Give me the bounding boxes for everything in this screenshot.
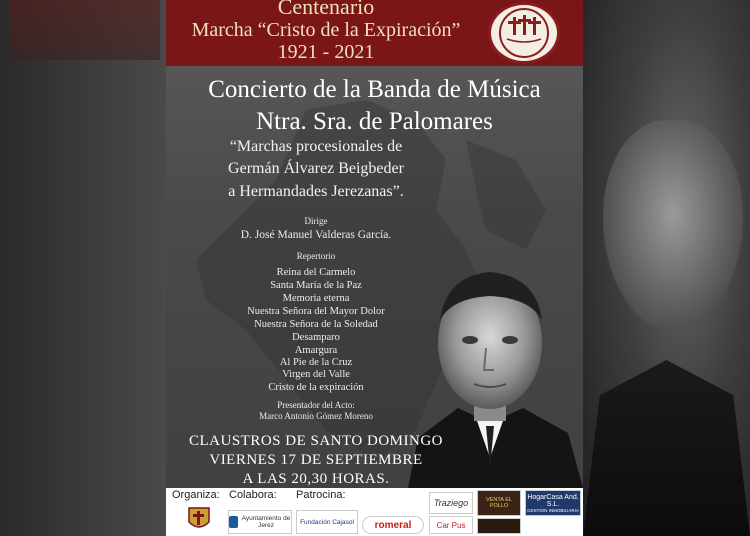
repertoire-item: Reina del Carmelo (276, 267, 356, 278)
director-label: Dirige (304, 216, 328, 226)
director-name: D. José Manuel Valderas García. (240, 229, 392, 241)
banner-line-2: Marcha “Cristo de la Expiración” (191, 19, 461, 41)
banner-line-1: Centenario (277, 0, 375, 19)
fundacion-cajasol-logo (296, 510, 358, 534)
romeral-logo (362, 516, 424, 534)
ayuntamiento-logo-text: Ayuntamiento de Jerez (241, 515, 291, 529)
romeral-logo-text: romeral (374, 519, 412, 531)
repertoire-item: Santa María de la Paz (270, 280, 362, 291)
poster-title-line-1: Concierto de la Banda de Música (208, 76, 541, 103)
traziego-logo (429, 492, 473, 514)
repertoire-item: Amargura (294, 345, 338, 356)
concert-poster (166, 0, 583, 536)
poster-title-line-2: Ntra. Sra. de Palomares (256, 108, 493, 135)
hogarcasa-logo-text: HogarCasa And. S.L. (527, 493, 579, 508)
brotherhood-seal-icon (488, 2, 560, 64)
repertoire-label: Repertorio (296, 251, 336, 261)
subtitle-line-1: “Marchas procesionales de (229, 138, 403, 155)
sponsor-dark-logo (477, 518, 521, 534)
presenter-name: Marco Antonio Gómez Moreno (259, 411, 373, 421)
background-banner-ghost (10, 0, 160, 60)
carpus-logo (429, 516, 473, 534)
repertoire-item: Desamparo (292, 332, 340, 343)
traziego-logo-text: Traziego (433, 498, 469, 508)
hogarcasa-logo-subtext: GESTION INMOBILIARIA (527, 507, 579, 513)
ayuntamiento-logo (228, 510, 292, 534)
carpus-logo-text: Car Pus (436, 520, 466, 530)
background-face-blur (603, 120, 743, 330)
sponsors-strip (166, 488, 583, 536)
venue-line-3: A LAS 20,30 HORAS. (242, 471, 390, 487)
venue-line-1: CLAUSTROS DE SANTO DOMINGO (189, 433, 443, 449)
repertoire-item: Nuestra Señora de la Soledad (254, 319, 378, 330)
hogarcasa-logo (525, 490, 581, 516)
repertoire-item: Cristo de la expiración (268, 382, 364, 393)
organiza-label: Organiza: (172, 489, 220, 501)
subtitle-line-2: Germán Álvarez Beigbeder (228, 160, 404, 177)
brotherhood-crest-icon (184, 504, 214, 534)
venta-logo-text: VENTA EL POLLO (486, 497, 512, 509)
repertoire-item: Al Pie de la Cruz (279, 357, 353, 368)
fundacion-logo-text: Fundación Cajasol (300, 518, 354, 526)
background-suit-blur (583, 360, 750, 536)
centenary-banner (166, 0, 583, 66)
subtitle-line-3: a Hermandades Jerezanas”. (228, 183, 404, 200)
repertoire-item: Virgen del Valle (282, 369, 350, 380)
background-left-blur (0, 0, 166, 536)
banner-line-3: 1921 - 2021 (277, 41, 375, 63)
venue-line-2: VIERNES 17 DE SEPTIEMBRE (209, 452, 423, 468)
colabora-label: Colabora: (229, 489, 277, 501)
repertoire-item: Nuestra Señora del Mayor Dolor (247, 306, 385, 317)
presenter-label: Presentador del Acto: (277, 400, 355, 410)
background-right-blur (583, 0, 750, 536)
patrocina-label: Patrocina: (296, 489, 346, 501)
repertoire-item: Memoria eterna (282, 293, 350, 304)
venta-el-pollo-logo (477, 490, 521, 516)
